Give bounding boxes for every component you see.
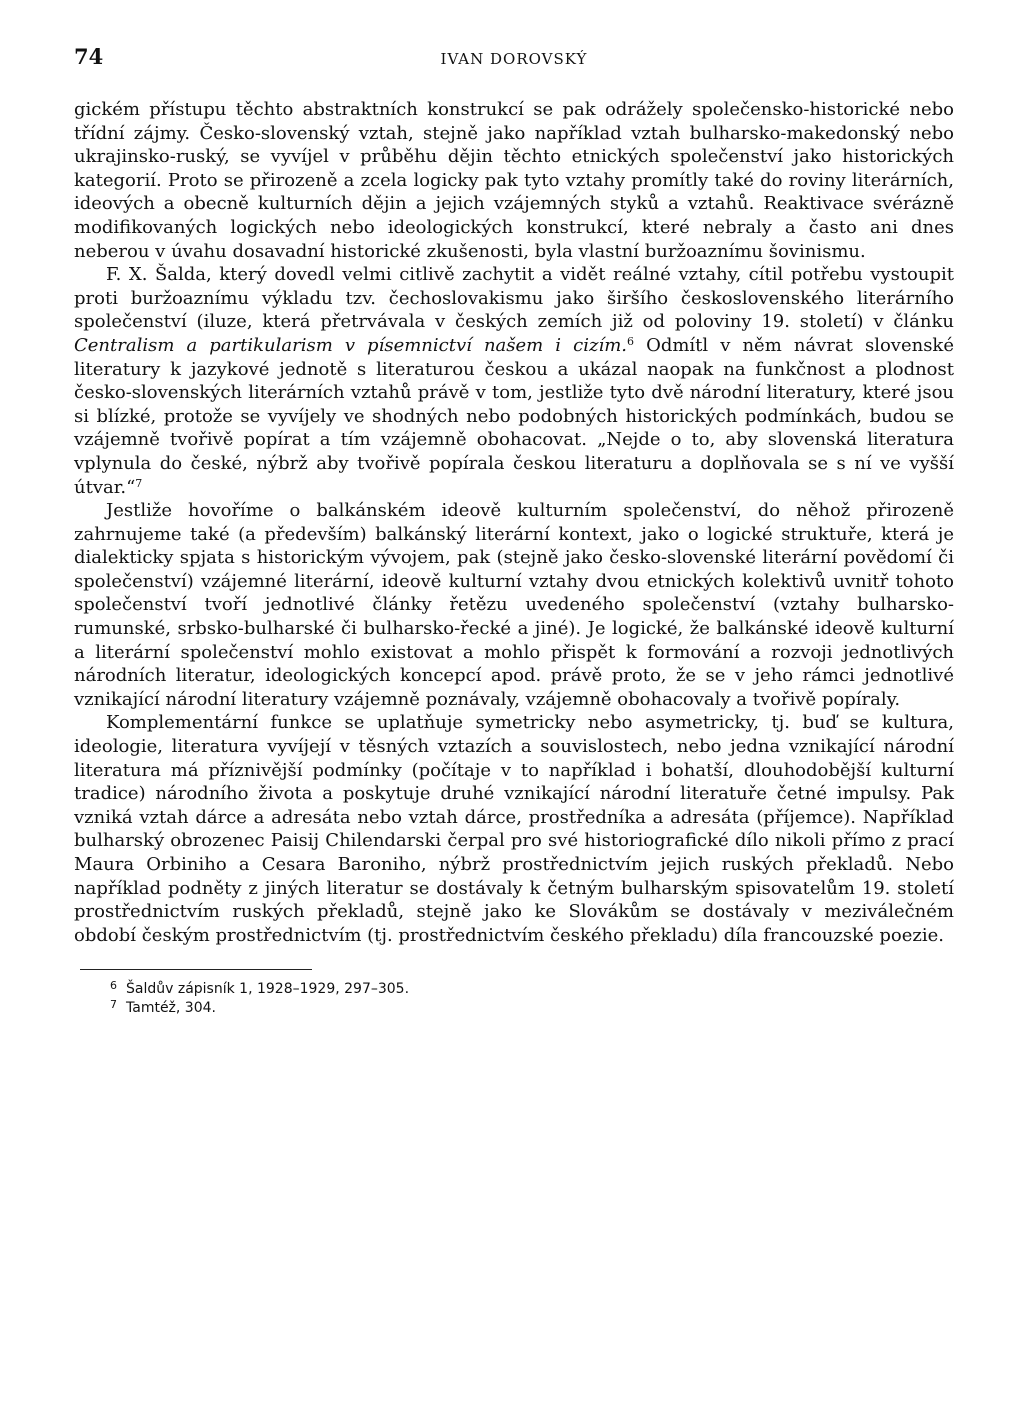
book-page — [74, 44, 954, 1018]
footnote — [110, 999, 954, 1018]
paragraph — [74, 98, 954, 263]
paragraph-text: F. X. Šalda, který dovedl velmi citlivě zachytit a vidět reálné vztahy, cítil potřebu vystoupit proti buržoaznímu výkladu tzv. čechoslovakismu jako širšího československého literárního společenství (iluze, která přetrvávala v českých zemích již od poloviny 19. století) v článku — [74, 264, 954, 333]
paragraph-text: Odmítl v něm návrat slovenské literatury k jazykové jednotě s literaturou českou a ukázal naopak na funkčnost a plodnost česko-slovenských literárních vztahů právě v tom, jestliže tyto dvě národní literatury, které jsou si blízké, protože se vyvíjely ve shodných nebo podobných historických podmínkách, budou se vzájemně tvořivě popírat a tím vzájemně obohacovat. „Nejde o to, aby slovenská literatura vplynula do české, nýbrž aby tvořivě popírala českou literaturu a doplňovala se s ní ve vyšší útvar.“ — [74, 334, 954, 498]
footnote-text: Šaldův zápisník 1, 1928–1929, 297–305. — [126, 981, 410, 998]
footnote-ref: 7 — [135, 476, 143, 490]
body-text — [74, 98, 954, 947]
paragraph — [74, 263, 954, 499]
paragraph-text: Komplementární funkce se uplatňuje symetricky nebo asymetricky, tj. buď se kultura, ideologie, literatura vyvíjejí v těsných vztazích a souvislostech, nebo jedna vznikající národní literatura má příznivější podmínky (počítaje v to například i bohatší, dlouhodobější kulturní tradice) národního života a poskytuje druhé vznikající národní literatuře četné impulsy. Pak vzniká vztah dárce a adresáta nebo vztah dárce, prostředníka a adresáta (příjemce). Například bulharský obrozenec Paisij Chilendarski čerpal pro své historiografické dílo nikoli přímo z prací Maura Orbiniho a Cesara Baroniho, nýbrž prostřednictvím jejich ruských překladů. Nebo například podněty z jiných literatur se dostávaly k četným bulharským spisovatelům 19. století prostřednictvím ruských překladů, stejně jako ke Slovákům se dostávaly v meziválečném období českým prostřednictvím (tj. prostřednictvím českého překladu) díla francouzské poezie. — [74, 712, 954, 946]
paragraph — [74, 711, 954, 947]
paragraph — [74, 499, 954, 711]
running-title: IVAN DOROVSKÝ — [440, 50, 588, 68]
running-head — [74, 44, 954, 74]
footnote-mark: 6 — [110, 979, 117, 993]
paragraph-text: gickém přístupu těchto abstraktních konstrukcí se pak odrážely společensko-historické nebo třídní zájmy. Česko-slovenský vztah, stejně jako například vztah bulharsko-makedonský nebo ukrajinsko-ruský, se vyvíjel v průběhu dějin těchto etnických společenství jako historických kategorií. Proto se přirozeně a zcela logicky pak tyto vztahy promítly také do roviny literárních, ideových a obecně kulturních dějin a jejich vzájemných styků a vztahů. Reaktivace svérázně modifikovaných logických nebo ideologických konstrukcí, které nebraly a často ani dnes neberou v úvahu dosavadní historické zkušenosti, byla vlastní buržoaznímu šovinismu. — [74, 99, 954, 262]
paragraph-text: Jestliže hovoříme o balkánském ideově kulturním společenství, do něhož přirozeně zahrnujeme také (a především) balkánský literární kontext, jako o logické struktuře, která je dialekticky spjata s historickým vývojem, pak (stejně jako česko-slovenské literární povědomí či společenství) vzájemné literární, ideově kulturní vztahy dvou etnických kolektivů uvnitř tohoto společenství tvoří jednotlivé články řetězu uvedeného společenství (vztahy bulharsko-rumunské, srbsko-bulharské či bulharsko-řecké a jiné). Je logické, že balkánské ideově kulturní a literární společenství mohlo existovat a mohlo přispět k formování a rozvoji jednotlivých národních literatur, ideologických koncepcí apod. právě proto, že se v jeho rámci jednotlivé vznikající národní literatury vzájemně poznávaly, vzájemně obohacovaly a tvořivě popíraly. — [74, 500, 954, 710]
footnote-mark: 7 — [110, 998, 117, 1012]
footnote — [110, 980, 954, 999]
footnote-rule — [80, 969, 312, 970]
footnotes — [110, 980, 954, 1018]
footnote-text: Tamtéž, 304. — [126, 1000, 216, 1017]
article-title: Centralism a partikularism v písemnictví našem i cizím. — [74, 334, 627, 356]
page-number: 74 — [74, 44, 104, 69]
footnote-ref: 6 — [627, 334, 634, 348]
